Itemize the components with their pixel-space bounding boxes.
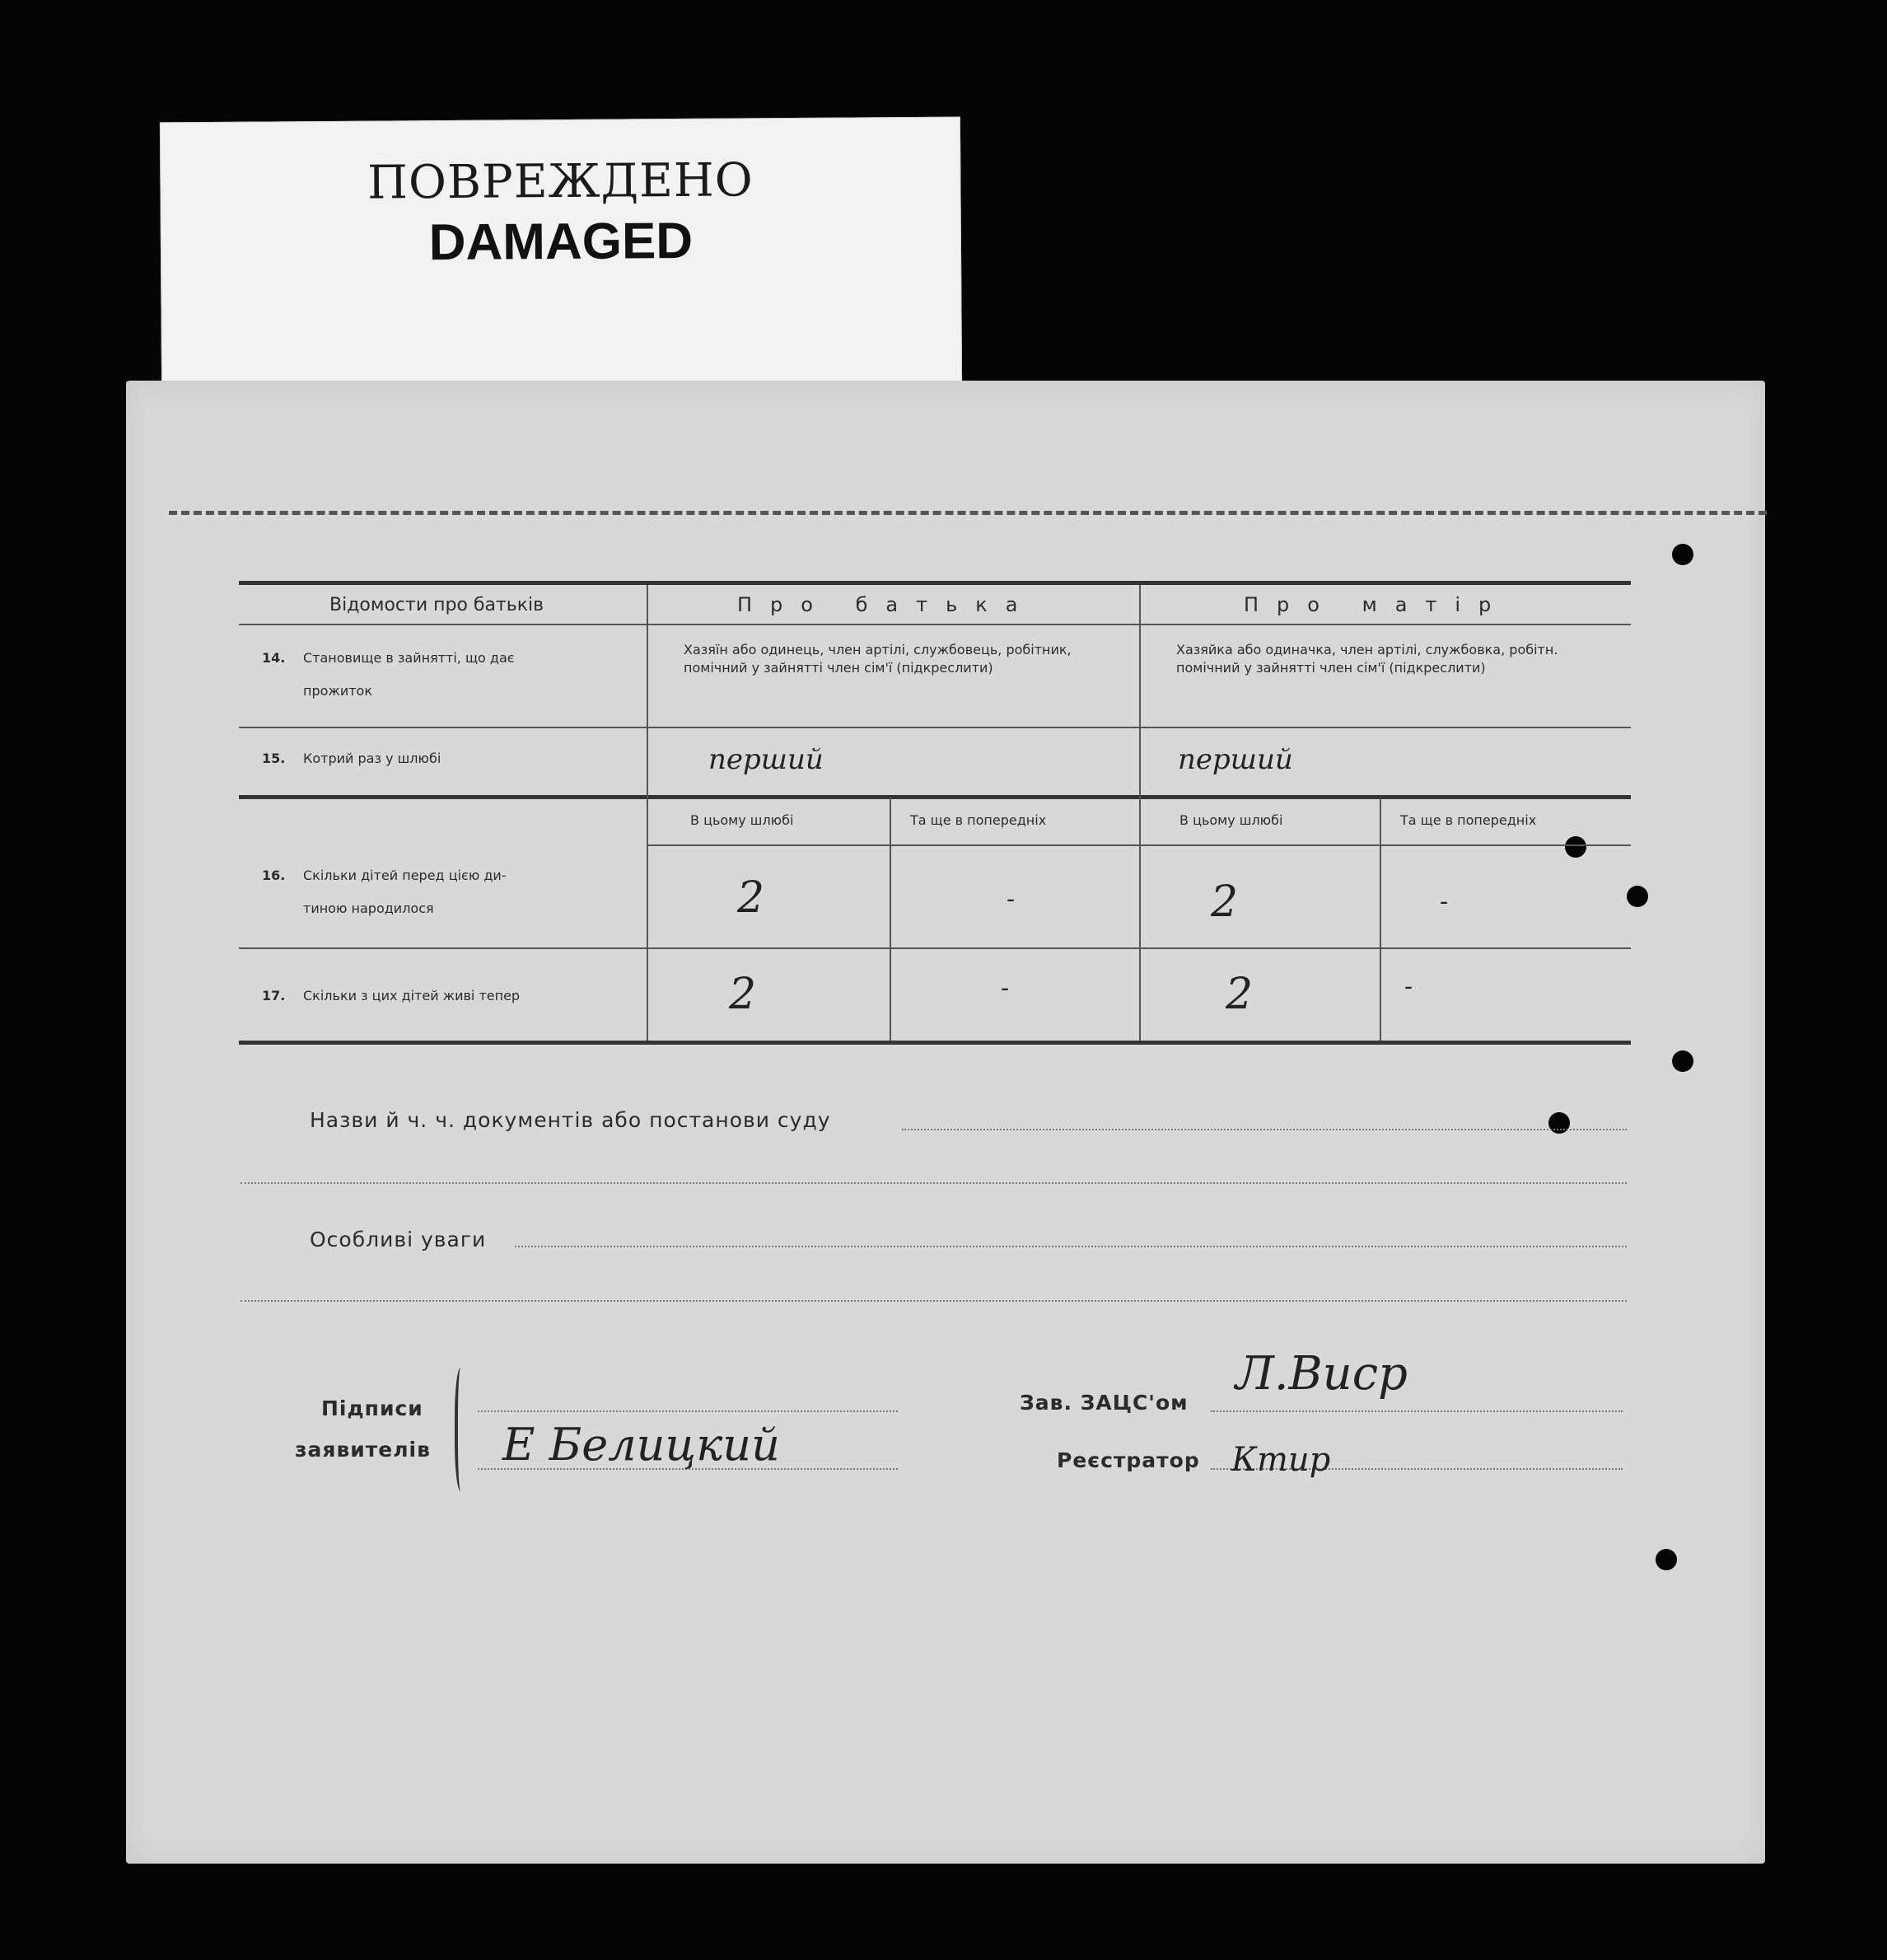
head-signature: Л.Виср xyxy=(1235,1347,1408,1401)
punch-hole xyxy=(1565,836,1586,858)
table-col-divider xyxy=(647,585,648,1041)
head-signature-line xyxy=(1211,1410,1623,1412)
applicants-brace xyxy=(455,1368,469,1491)
punch-hole xyxy=(1672,544,1693,565)
perforation-line xyxy=(169,511,1767,515)
row17-mother-prev: - xyxy=(1404,972,1413,1001)
row15-label: Котрий раз у шлюбі xyxy=(303,751,441,766)
subheader-mother-prev: Та ще в попередніх xyxy=(1400,812,1537,828)
table-bottom-border xyxy=(239,1041,1631,1045)
damaged-label-en: DAMAGED xyxy=(428,212,694,272)
head-label: Зав. ЗАЦС'ом xyxy=(1020,1391,1189,1415)
table-top-border xyxy=(239,581,1631,585)
row14-label-line1: Становище в зайнятті, що дає xyxy=(303,650,515,666)
header-father: Про батька xyxy=(737,593,1036,616)
remarks-label: Особливі уваги xyxy=(310,1228,487,1251)
punch-hole xyxy=(1627,886,1648,907)
punch-hole xyxy=(1672,1050,1693,1072)
row17-number: 17. xyxy=(262,988,286,1003)
table-row-divider xyxy=(239,795,1631,799)
row14-mother-options: Хазяйка або одиначка, член артілі, службовка, робітн. помічний у зайнятті член сім'ї (підкреслити) xyxy=(1176,642,1558,676)
row16-mother-prev: - xyxy=(1440,887,1449,916)
header-parents-info: Відомости про батьків xyxy=(329,595,544,615)
row15-mother-value: перший xyxy=(1178,743,1293,776)
documents-line xyxy=(902,1129,1627,1130)
applicant-signature: Е Белицкий xyxy=(502,1419,780,1471)
remarks-line xyxy=(515,1246,1627,1247)
row16-mother-this: 2 xyxy=(1211,877,1239,927)
row14-label-line2: прожиток xyxy=(303,683,372,699)
row17-mother-this: 2 xyxy=(1226,970,1254,1019)
table-col-divider xyxy=(1139,585,1141,1041)
table-row-divider xyxy=(239,727,1631,728)
damaged-label-card xyxy=(160,117,962,388)
punch-hole xyxy=(1548,1112,1570,1134)
table-col-divider xyxy=(890,798,891,1041)
applicant-signature-line-1 xyxy=(478,1410,898,1412)
subheader-father-this: В цьому шлюбі xyxy=(690,812,794,828)
registrar-signature: Ктир xyxy=(1231,1441,1331,1479)
row15-number: 15. xyxy=(262,751,286,766)
row17-father-this: 2 xyxy=(729,970,757,1019)
row15-father-value: перший xyxy=(708,743,824,776)
row16-father-prev: - xyxy=(1007,885,1016,914)
header-mother: Про матір xyxy=(1244,593,1510,616)
row14-father-options: Хазяїн або одинець, член артілі, службовець, робітник, помічний у зайнятті член сім'ї (підкреслити) xyxy=(684,642,1072,676)
row16-father-this: 2 xyxy=(737,873,765,923)
row17-father-prev: - xyxy=(1001,974,1010,1003)
subheader-father-prev: Та ще в попередніх xyxy=(910,812,1047,828)
row14-number: 14. xyxy=(262,650,286,666)
applicants-label-line2: заявителів xyxy=(295,1438,431,1462)
damaged-label-ru: ПОВРЕЖДЕНО xyxy=(367,153,754,210)
table-header-divider xyxy=(239,624,1631,625)
documents-label: Назви й ч. ч. документів або постанови суду xyxy=(310,1108,831,1132)
row17-label: Скільки з цих дітей живі тепер xyxy=(303,988,521,1003)
subheader-mother-this: В цьому шлюбі xyxy=(1179,812,1283,828)
table-col-divider xyxy=(1380,798,1381,1041)
table-row-divider xyxy=(239,947,1631,949)
row16-number: 16. xyxy=(262,868,286,883)
remarks-line-2 xyxy=(241,1300,1627,1302)
documents-line-2 xyxy=(241,1182,1627,1184)
punch-hole xyxy=(1656,1549,1677,1570)
applicants-label-line1: Підписи xyxy=(321,1396,423,1420)
row16-label-line2: тиною народилося xyxy=(303,900,434,916)
registrar-label: Реєстратор xyxy=(1057,1448,1200,1472)
row16-label-line1: Скільки дітей перед цією ди- xyxy=(303,868,507,883)
